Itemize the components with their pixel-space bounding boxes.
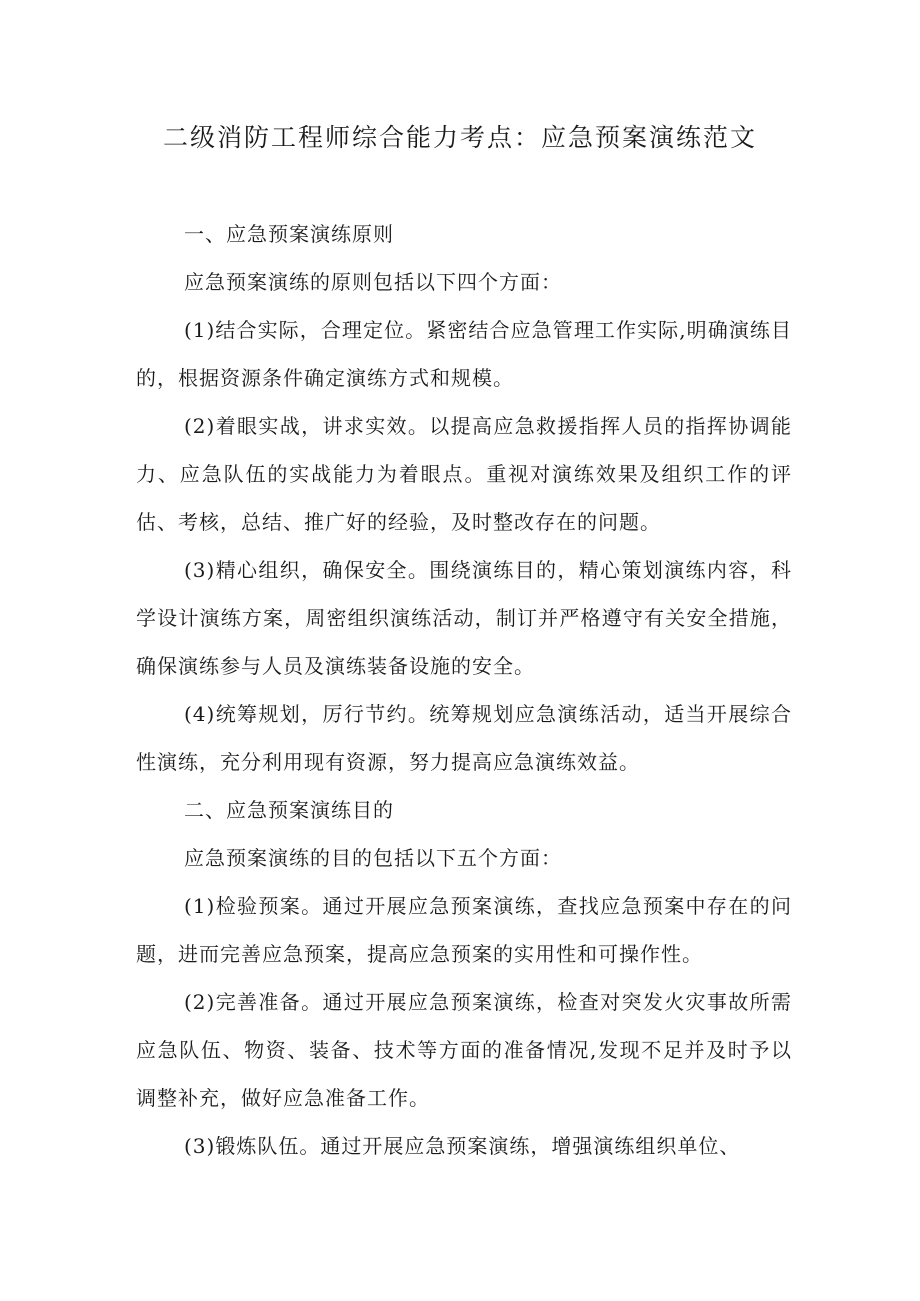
paragraph-purposes-intro: 应急预案演练的目的包括以下五个方面： (184, 846, 562, 870)
paragraph-principles-intro: 应急预案演练的原则包括以下四个方面： (184, 270, 562, 294)
document-body (136, 210, 792, 1170)
paragraph-purpose-3: (3)锻炼队伍。通过开展应急预案演练，增强演练组织单位、 (184, 1134, 741, 1158)
paragraph-principle-1: (1)结合实际，合理定位。紧密结合应急管理工作实际,明确演练目的，根据资源条件确定演练方式和规模。 (136, 318, 792, 390)
section-heading-principles: 一、应急预案演练原则 (184, 222, 394, 246)
paragraph-purpose-2: (2)完善准备。通过开展应急预案演练，检查对突发火灾事故所需应急队伍、物资、装备、技术等方面的准备情况,发现不足并及时予以调整补充，做好应急准备工作。 (136, 990, 792, 1110)
document-title: 二级消防工程师综合能力考点：应急预案演练范文 (162, 123, 757, 152)
section-heading-purposes: 二、应急预案演练目的 (184, 798, 394, 822)
paragraph-principle-3: (3)精心组织，确保安全。围绕演练目的，精心策划演练内容，科学设计演练方案，周密组织演练活动，制订并严格遵守有关安全措施，确保演练参与人员及演练装备设施的安全。 (136, 558, 792, 678)
paragraph-purpose-1: (1)检验预案。通过开展应急预案演练，查找应急预案中存在的问题，进而完善应急预案，提高应急预案的实用性和可操作性。 (136, 894, 792, 966)
paragraph-principle-2: (2)着眼实战，讲求实效。以提高应急救援指挥人员的指挥协调能力、应急队伍的实战能力为着眼点。重视对演练效果及组织工作的评估、考核，总结、推广好的经验，及时整改存在的问题。 (136, 414, 792, 534)
paragraph-principle-4: (4)统筹规划，厉行节约。统筹规划应急演练活动，适当开展综合性演练，充分利用现有资源，努力提高应急演练效益。 (136, 702, 792, 774)
